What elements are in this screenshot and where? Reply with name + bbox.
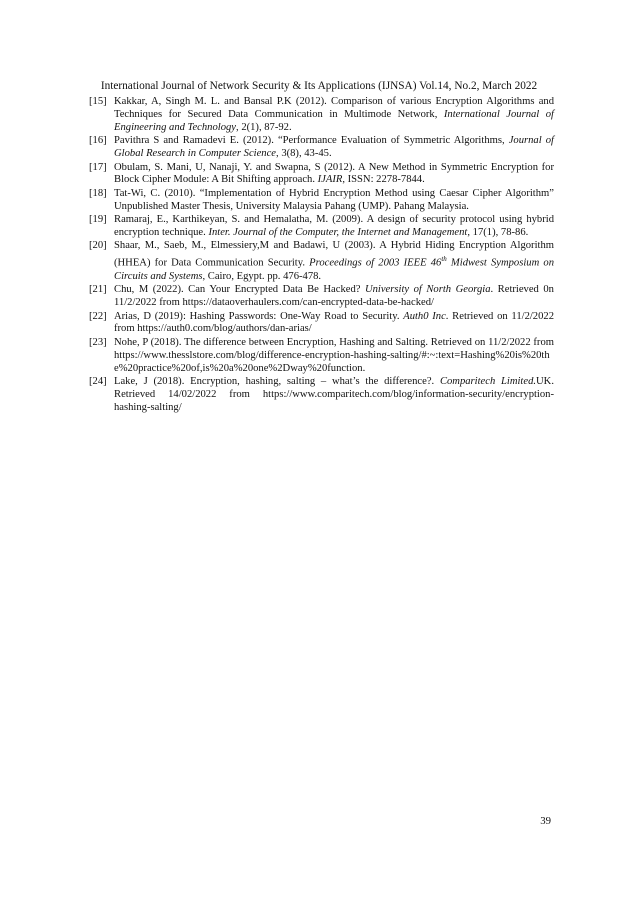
reference-number: [23] <box>89 336 107 348</box>
reference-item-17 <box>89 162 554 188</box>
reference-item-24 <box>89 376 554 415</box>
running-header: International Journal of Network Security & Its Applications (IJNSA) Vol.14, No.2, March 2022 <box>100 80 538 92</box>
page-number: 39 <box>540 815 551 827</box>
reference-text <box>114 240 554 283</box>
reference-venue: Proceedings of 2003 IEEE 46 <box>309 257 442 269</box>
reference-venue-superscript: th <box>441 255 447 264</box>
reference-details: . Retrieved on 11/2/2022 from https://auth0.com/blog/authors/dan-arias/ <box>114 310 554 335</box>
reference-details: , ISSN: 2278-7844. <box>342 174 425 186</box>
reference-item-22 <box>89 311 554 337</box>
reference-item-23 <box>89 337 554 376</box>
references-list <box>89 96 554 415</box>
reference-item-19 <box>89 214 554 240</box>
reference-authors-title: Ramaraj, E., Karthikeyan, S. and Hemalatha, M. (2009). A design of security protocol using hybrid encryption technique. <box>114 214 554 239</box>
reference-number: [24] <box>89 376 107 388</box>
reference-venue: Inter. Journal of the Computer, the Internet and Management <box>208 227 468 239</box>
reference-venue: IJAIR <box>317 174 343 186</box>
reference-venue-continued: Midwest Symposium on Circuits and Systems <box>114 257 554 282</box>
reference-item-15 <box>89 96 554 135</box>
reference-item-20 <box>89 240 554 283</box>
reference-number: [16] <box>89 135 107 147</box>
reference-details: , 3(8), 43-45. <box>276 148 332 160</box>
reference-venue: International Journal of Engineering and Technology <box>114 108 554 133</box>
reference-venue: Auth0 Inc <box>403 310 446 322</box>
reference-number: [17] <box>89 161 107 173</box>
reference-item-21 <box>89 284 554 310</box>
reference-text <box>114 188 554 214</box>
reference-text <box>114 337 554 376</box>
reference-number: [22] <box>89 310 107 322</box>
reference-details: . Retrieved 0n 11/2/2022 from https://dataoverhaulers.com/can-encrypted-data-be-hacked/ <box>114 284 554 309</box>
reference-number: [19] <box>89 214 107 226</box>
reference-item-16 <box>89 135 554 161</box>
reference-authors-title: Chu, M (2022). Can Your Encrypted Data Be Hacked? <box>114 284 365 296</box>
reference-text <box>114 96 554 135</box>
reference-text <box>114 311 554 337</box>
reference-details: , 2(1), 87-92. <box>236 121 292 133</box>
reference-authors-title: Obulam, S. Mani, U, Nanaji, Y. and Swapna, S (2012). A New Method in Symmetric Encryption for Block Cipher Module: A Bit Shifting approach. <box>114 161 554 186</box>
reference-authors-title: Tat-Wi, C. (2010). “Implementation of Hybrid Encryption Method using Caesar Cipher Algorithm” Unpublished Master Thesis, University Malaysia Pahang (UMP). Pahang Malaysia. <box>114 187 554 212</box>
reference-authors-title: Shaar, M., Saeb, M., Elmessiery,M and Badawi, U (2003). A Hybrid Hiding Encryption Algorithm (HHEA) for Data Communication Security. <box>114 240 554 269</box>
reference-number: [15] <box>89 96 107 107</box>
reference-venue: University of North Georgia <box>364 284 491 296</box>
reference-text <box>114 376 554 415</box>
reference-authors-title: Nohe, P (2018). The difference between Encryption, Hashing and Salting. Retrieved on 11/2/2022 from https://www.thesslstore.com/blog/difference-encryption-hashing-salting/#:~:text=Hashing%20is%20the%20practice%20of,is%20a%20one%2Dway%20function. <box>114 336 554 374</box>
reference-details: UK. Retrieved 14/02/2022 from https://www.comparitech.com/blog/information-security/encryption-hashing-salting/ <box>114 376 554 413</box>
reference-authors-title: Arias, D (2019): Hashing Passwords: One-Way Road to Security. <box>114 310 404 322</box>
reference-number: [21] <box>89 284 107 296</box>
reference-text <box>114 284 554 310</box>
reference-text <box>114 162 554 188</box>
reference-authors-title: Lake, J (2018). Encryption, hashing, salting – what’s the difference?. <box>114 376 440 388</box>
reference-text <box>114 214 554 240</box>
reference-details: , 17(1), 78-86. <box>467 227 529 239</box>
reference-venue: Journal of Global Research in Computer Science <box>114 135 554 160</box>
reference-number: [18] <box>89 187 107 199</box>
reference-authors-title: Kakkar, A, Singh M. L. and Bansal P.K (2012). Comparison of various Encryption Algorithms and Techniques for Secured Data Communication in Multimode Network, <box>114 96 554 120</box>
reference-authors-title: Pavithra S and Ramadevi E. (2012). “Performance Evaluation of Symmetric Algorithms, <box>114 135 509 147</box>
reference-venue: Comparitech Limited. <box>439 376 537 388</box>
reference-item-18 <box>89 188 554 214</box>
reference-text <box>114 135 554 161</box>
reference-number: [20] <box>89 240 107 252</box>
reference-details: , Cairo, Egypt. pp. 476-478. <box>202 270 322 282</box>
